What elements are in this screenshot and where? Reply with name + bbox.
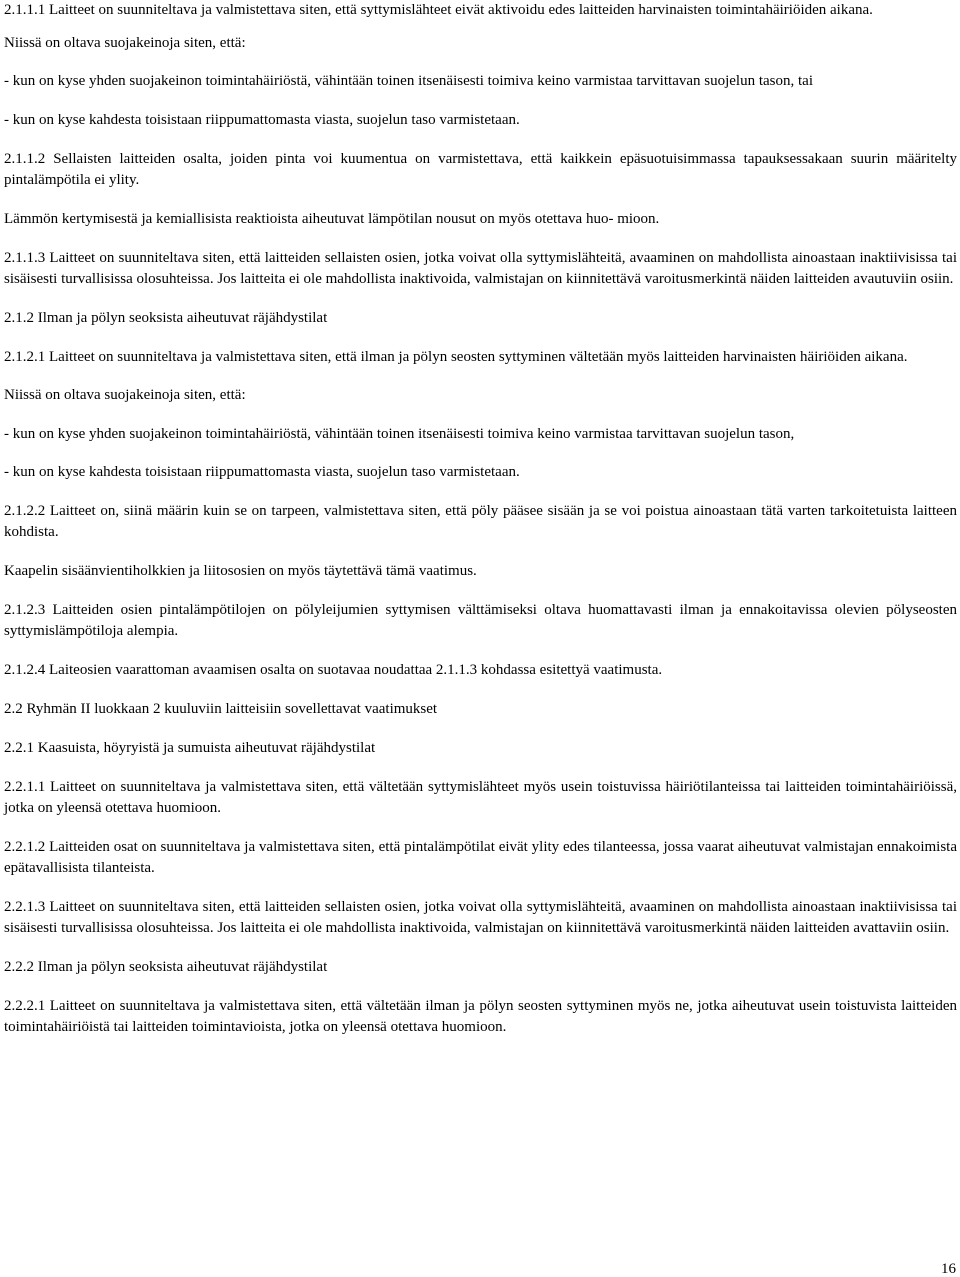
paragraph-bullet-single-fault-1: - kun on kyse yhden suojakeinon toimintahäiriöstä, vähintään toinen itsenäisesti toimiva keino varmistaa tarvittavan suojelun tason, tai [4, 73, 813, 89]
paragraph-heat-accumulation: Lämmön kertymisestä ja kemiallisista reaktioista aiheutuvat lämpötilan nousut on myös otettava huo- mioon. [4, 211, 660, 227]
paragraph-protection-intro-2: Niissä on oltava suojakeinoja siten, että: [4, 387, 246, 403]
heading-2-1-2: 2.1.2 Ilman ja pölyn seoksista aiheutuvat räjähdystilat [4, 310, 328, 326]
paragraph-2-1-2-2: 2.1.2.2 Laitteet on, siinä määrin kuin se on tarpeen, valmistettava siten, että pöly pääsee sisään ja se voi poistua ainoastaan tätä varten tarkoitetuista laitteen kohdista. [4, 503, 957, 540]
heading-2-2-1: 2.2.1 Kaasuista, höyryistä ja sumuista aiheutuvat räjähdystilat [4, 740, 376, 756]
paragraph-2-1-2-3: 2.1.2.3 Laitteiden osien pintalämpötilojen on pölyleijumien syttymisen välttämiseksi oltava huomattavasti ilman ja ennakoitavissa olevien pölyseosten syttymislämpötiloja alempia. [4, 602, 957, 639]
paragraph-bullet-two-faults-2: - kun on kyse kahdesta toisistaan riippumattomasta viasta, suojelun taso varmistetaan. [4, 464, 520, 480]
paragraph-2-1-1-3: 2.1.1.3 Laitteet on suunniteltava siten, että laitteiden sellaisten osien, jotka voivat olla syttymislähteitä, avaaminen on mahdollista ainoastaan inaktiivisissa tai sisäisesti turvallisissa olosuhteissa. Jos laitteita ei ole mahdollista inaktivoida, valmistajan on kiinnitettävä varoitusmerkintä näiden laitteiden avautuviin osiin. [4, 250, 957, 287]
paragraph-bullet-two-faults-1: - kun on kyse kahdesta toisistaan riippumattomasta viasta, suojelun taso varmistetaan. [4, 112, 520, 128]
paragraph-cable-glands: Kaapelin sisäänvientiholkkien ja liitososien on myös täytettävä tämä vaatimus. [4, 563, 477, 579]
paragraph-2-1-2-1: 2.1.2.1 Laitteet on suunniteltava ja valmistettava siten, että ilman ja pölyn seosten syttyminen vältetään myös laitteiden harvinaisten häiriöiden aikana. [4, 349, 908, 365]
page-number: 16 [941, 1261, 956, 1277]
heading-2-2: 2.2 Ryhmän II luokkaan 2 kuuluviin laitteisiin sovellettavat vaatimukset [4, 701, 438, 717]
paragraph-2-1-1-2: 2.1.1.2 Sellaisten laitteiden osalta, joiden pinta voi kuumentua on varmistettava, että kaikkein epäsuotuisimmassa tapauksessakaan suurin määritelty pintalämpötila ei ylity. [4, 151, 957, 188]
document-page [4, 0, 957, 1038]
paragraph-2-2-2-1: 2.2.2.1 Laitteet on suunniteltava ja valmistettava siten, että vältetään ilman ja pölyn seosten syttyminen myös ne, jotka aiheutuvat usein toistuvista laitteiden toimintahäiriöistä tai laitteiden toimintavioista, jotka on yleensä otettava huomioon. [4, 998, 957, 1035]
heading-2-2-2: 2.2.2 Ilman ja pölyn seoksista aiheutuvat räjähdystilat [4, 959, 328, 975]
paragraph-bullet-single-fault-2: - kun on kyse yhden suojakeinon toimintahäiriöstä, vähintään toinen itsenäisesti toimiva keino varmistaa tarvittavan suojelun tason, [4, 426, 795, 442]
paragraph-2-1-1-1: 2.1.1.1 Laitteet on suunniteltava ja valmistettava siten, että syttymislähteet eivät aktivoidu edes laitteiden harvinaisten toimintahäiriöiden aikana. [4, 2, 873, 18]
paragraph-protection-intro-1: Niissä on oltava suojakeinoja siten, että: [4, 35, 246, 51]
paragraph-2-2-1-2: 2.2.1.2 Laitteiden osat on suunniteltava ja valmistettava siten, että pintalämpötilat eivät ylity edes tilanteessa, jossa vaarat aiheutuvat valmistajan ennakoimista epätavallisista tilanteista. [4, 839, 957, 876]
paragraph-2-1-2-4: 2.1.2.4 Laiteosien vaarattoman avaamisen osalta on suotavaa noudattaa 2.1.1.3 kohdassa esitettyä vaatimusta. [4, 662, 663, 678]
paragraph-2-2-1-3: 2.2.1.3 Laitteet on suunniteltava siten, että laitteiden sellaisten osien, jotka voivat olla syttymislähteitä, avaaminen on mahdollista ainoastaan inaktiivisissa tai sisäisesti turvallisissa olosuhteissa. Jos laitteita ei ole mahdollista inaktivoida, valmistajan on kiinnitettävä varoitusmerkintä näiden laitteiden avattaviin osiin. [4, 899, 957, 936]
paragraph-2-2-1-1: 2.2.1.1 Laitteet on suunniteltava ja valmistettava siten, että vältetään syttymislähteet myös usein toistuvissa häiriötilanteissa tai laitteiden toimintahäiriöissä, jotka on yleensä otettava huomioon. [4, 779, 957, 816]
